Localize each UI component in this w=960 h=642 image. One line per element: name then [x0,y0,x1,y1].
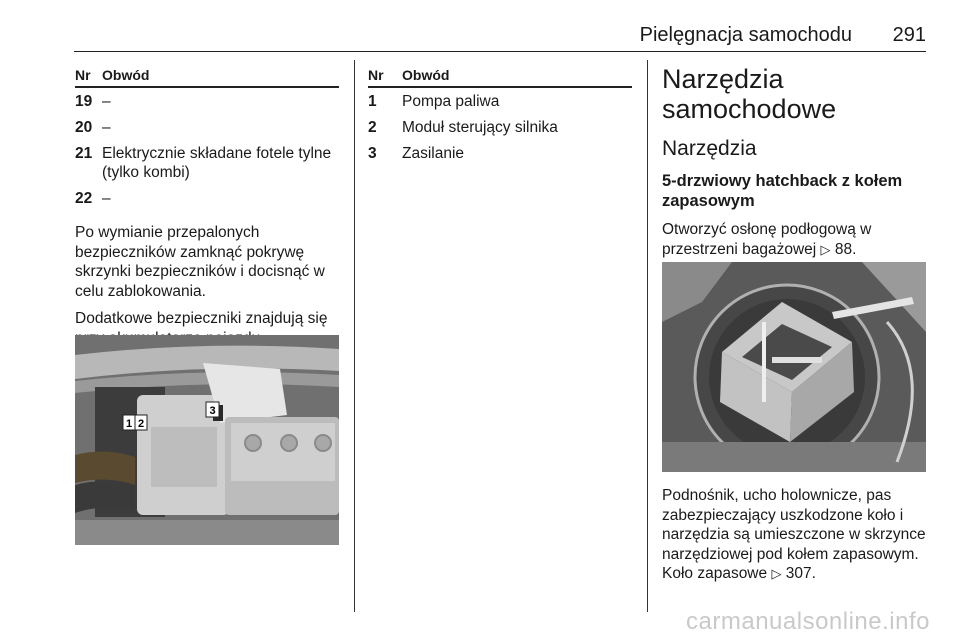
page-number: 291 [892,24,926,46]
callout-label-2: 2 [137,418,145,430]
fuse-nr: 2 [368,119,377,136]
fuse-circuit: Elektrycznie składane fotele tylne (tylko kombi) [102,145,332,181]
fuse-nr: 19 [75,93,93,110]
intro-text: Otworzyć osłonę podłogową w przestrzeni bagażowej [662,221,872,258]
watermark: carmanualsonline.info [686,608,930,635]
column-divider [647,60,648,612]
paragraph-extra-fuses: Dodatkowe bezpieczniki znajdują się [75,310,328,327]
column-middle [368,64,632,166]
fuse-nr: 21 [75,145,93,162]
paragraph-open-cover [662,220,926,259]
table-row [368,140,632,166]
subsection-title: Narzędzia [662,137,757,160]
fuse-circuit: Zasilanie [402,145,465,162]
tool-kit-figure [662,262,926,472]
column-right-lower [662,486,926,584]
fuse-circuit: – [102,119,111,136]
battery-fuse-figure [75,335,339,545]
header-title: Pielęgnacja samochodu [639,24,852,46]
page-reference-icon: ▷ [820,241,831,257]
fuse-table-2 [368,64,632,166]
table-row [75,185,339,211]
fuse-table-1 [75,64,339,211]
table-row [368,87,632,114]
body-text: Podnośnik, ucho holownicze, pas zabezpieczający uszkodzone koło i narzędzia są umieszczone w skrzynce narzędziowej pod kołem zapasowym. Koło zapasowe [662,487,926,582]
body-ref-link[interactable]: 307. [785,565,816,582]
table-row [75,87,339,114]
table-header-row [75,64,339,87]
fuse-circuit: Pompa paliwa [402,93,500,110]
page-reference-icon: ▷ [771,566,782,581]
section-title: Narzędzia samochodowe [662,64,837,124]
table-row [75,114,339,140]
page-header [74,20,926,52]
fuse-nr: 20 [75,119,93,136]
intro-ref-link[interactable]: 88. [834,240,857,258]
subsubsection-title: 5-drzwiowy hatchback z kołem zapasowym [662,172,903,210]
callout-label-1: 1 [125,418,133,430]
table-header-row [368,64,632,87]
fuse-circuit: Moduł sterujący silnika [402,119,558,136]
fuse-nr: 1 [368,93,377,110]
paragraph-tool-kit-location [662,486,926,584]
battery-fuse-illustration [75,335,339,545]
col-header-nr: Nr [75,64,102,87]
column-left [75,64,339,348]
column-divider [354,60,355,612]
fuse-nr: 22 [75,190,93,207]
fuse-circuit: – [102,190,111,207]
col-header-circuit: Obwód [102,64,339,87]
tool-kit-illustration [662,262,926,472]
fuse-nr: 3 [368,145,377,162]
col-header-nr: Nr [368,64,402,87]
callout-label-3: 3 [209,405,216,417]
table-row [75,140,339,185]
paragraph-replace-fuses: Po wymianie przepalonych bezpieczników zamknąć pokrywę skrzynki bezpieczników i docisnąć w celu zablokowania. [75,224,325,300]
col-header-circuit: Obwód [402,64,632,87]
fuse-circuit: – [102,93,111,110]
table-row [368,114,632,140]
column-right [662,64,926,259]
